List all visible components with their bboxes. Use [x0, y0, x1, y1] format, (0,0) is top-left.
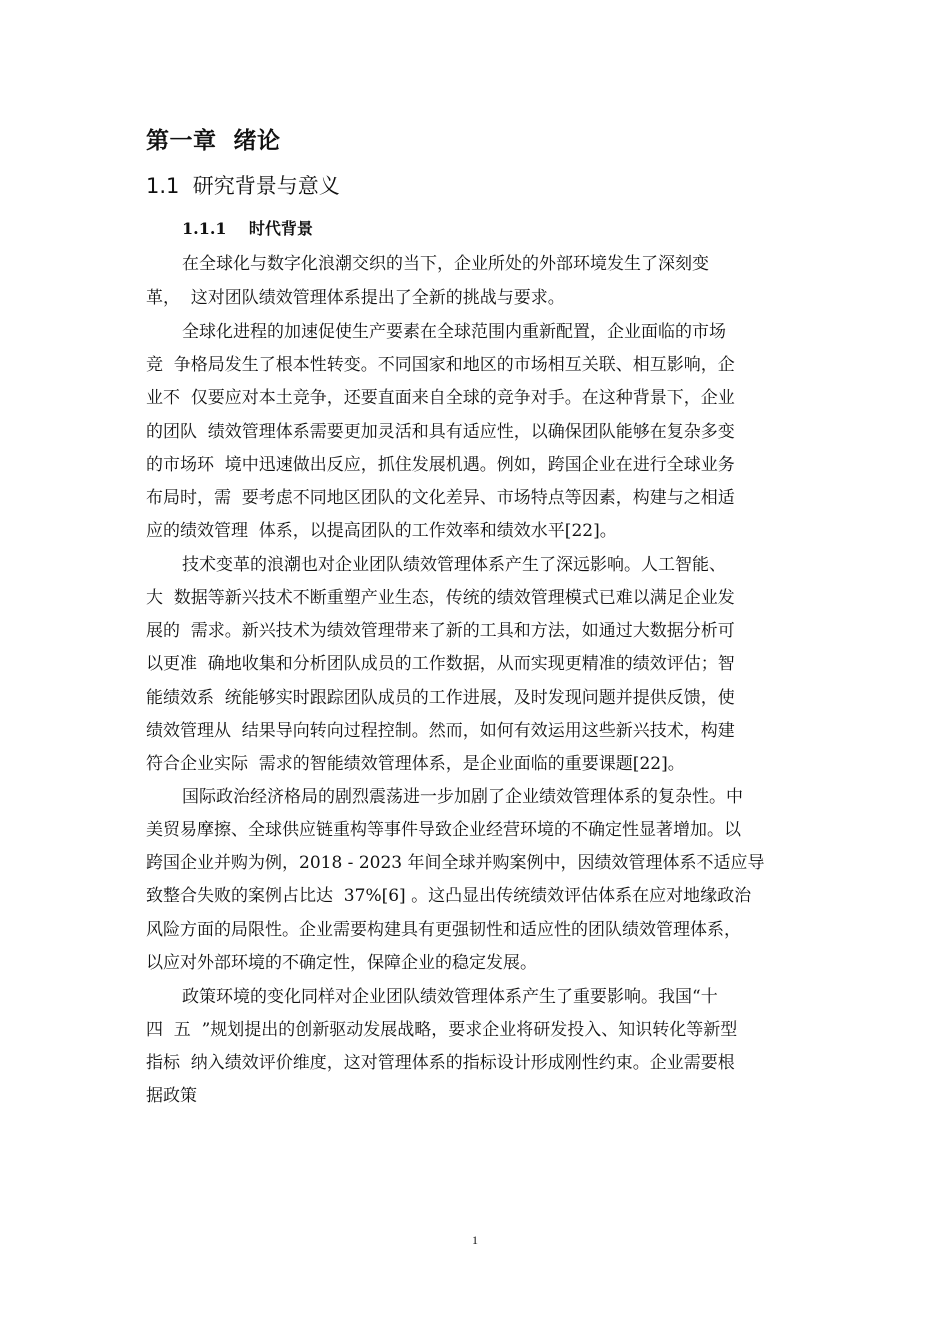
paragraph-line: 技术变革的浪潮也对企业团队绩效管理体系产生了深远影响。人工智能、 — [182, 555, 726, 575]
paragraph-line: 能绩效系 统能够实时跟踪团队成员的工作进展，及时发现问题并提供反馈，使 — [146, 688, 735, 708]
paragraph-line: 以更准 确地收集和分析团队成员的工作数据，从而实现更精准的绩效评估；智 — [146, 654, 735, 674]
paragraph-line: 在全球化与数字化浪潮交织的当下，企业所处的外部环境发生了深刻变 — [182, 254, 709, 274]
paragraph-line: 业不 仅要应对本土竞争，还要直面来自全球的竞争对手。在这种背景下，企业 — [146, 388, 735, 408]
paragraph-line: 风险方面的局限性。企业需要构建具有更强韧性和适应性的团队绩效管理体系， — [146, 920, 741, 940]
paragraph-line: 指标 纳入绩效评价维度，这对管理体系的指标设计形成刚性约束。企业需要根 — [146, 1053, 735, 1073]
paragraph-line: 应的绩效管理 体系，以提高团队的工作效率和绩效水平[22]。 — [146, 521, 617, 541]
section-title: 1.1 研究背景与意义 — [146, 174, 340, 198]
paragraph-line: 跨国企业并购为例，2018 - 2023 年间全球并购案例中，因绩效管理体系不适应导 — [146, 853, 765, 873]
subsection-title: 1.1.1 时代背景 — [182, 219, 313, 238]
paragraph-line: 革， 这对团队绩效管理体系提出了全新的挑战与要求。 — [146, 288, 565, 308]
paragraph-line: 的团队 绩效管理体系需要更加灵活和具有适应性，以确保团队能够在复杂多变 — [146, 422, 735, 442]
paragraph-line: 符合企业实际 需求的智能绩效管理体系，是企业面临的重要课题[22]。 — [146, 754, 685, 774]
paragraph-line: 的市场环 境中迅速做出反应，抓住发展机遇。例如，跨国企业在进行全球业务 — [146, 455, 735, 475]
paragraph-line: 四 五 ”规划提出的创新驱动发展战略，要求企业将研发投入、知识转化等新型 — [146, 1020, 738, 1040]
paragraph-line: 美贸易摩擦、全球供应链重构等事件导致企业经营环境的不确定性显著增加。以 — [146, 820, 741, 840]
paragraph-line: 据政策 — [146, 1086, 197, 1106]
paragraph-line: 大 数据等新兴技术不断重塑产业生态，传统的绩效管理模式已难以满足企业发 — [146, 588, 735, 608]
page-number: 1 — [472, 1233, 478, 1247]
paragraph-line: 绩效管理从 结果导向转向过程控制。然而，如何有效运用这些新兴技术，构建 — [146, 721, 735, 741]
paragraph-line: 全球化进程的加速促使生产要素在全球范围内重新配置，企业面临的市场 — [182, 322, 726, 342]
paragraph-line: 布局时，需 要考虑不同地区团队的文化差异、市场特点等因素，构建与之相适 — [146, 488, 735, 508]
paragraph-line: 竞 争格局发生了根本性转变。不同国家和地区的市场相互关联、相互影响，企 — [146, 355, 735, 375]
paragraph-line: 致整合失败的案例占比达 37%[6] 。这凸显出传统绩效评估体系在应对地缘政治 — [146, 886, 752, 906]
chapter-title: 第一章 绪论 — [146, 128, 281, 154]
paragraph-line: 政策环境的变化同样对企业团队绩效管理体系产生了重要影响。我国“十 — [182, 987, 718, 1007]
paragraph-line: 国际政治经济格局的剧烈震荡进一步加剧了企业绩效管理体系的复杂性。中 — [182, 787, 743, 807]
paragraph-line: 展的 需求。新兴技术为绩效管理带来了新的工具和方法，如通过大数据分析可 — [146, 621, 735, 641]
paragraph-line: 以应对外部环境的不确定性，保障企业的稳定发展。 — [146, 953, 537, 973]
